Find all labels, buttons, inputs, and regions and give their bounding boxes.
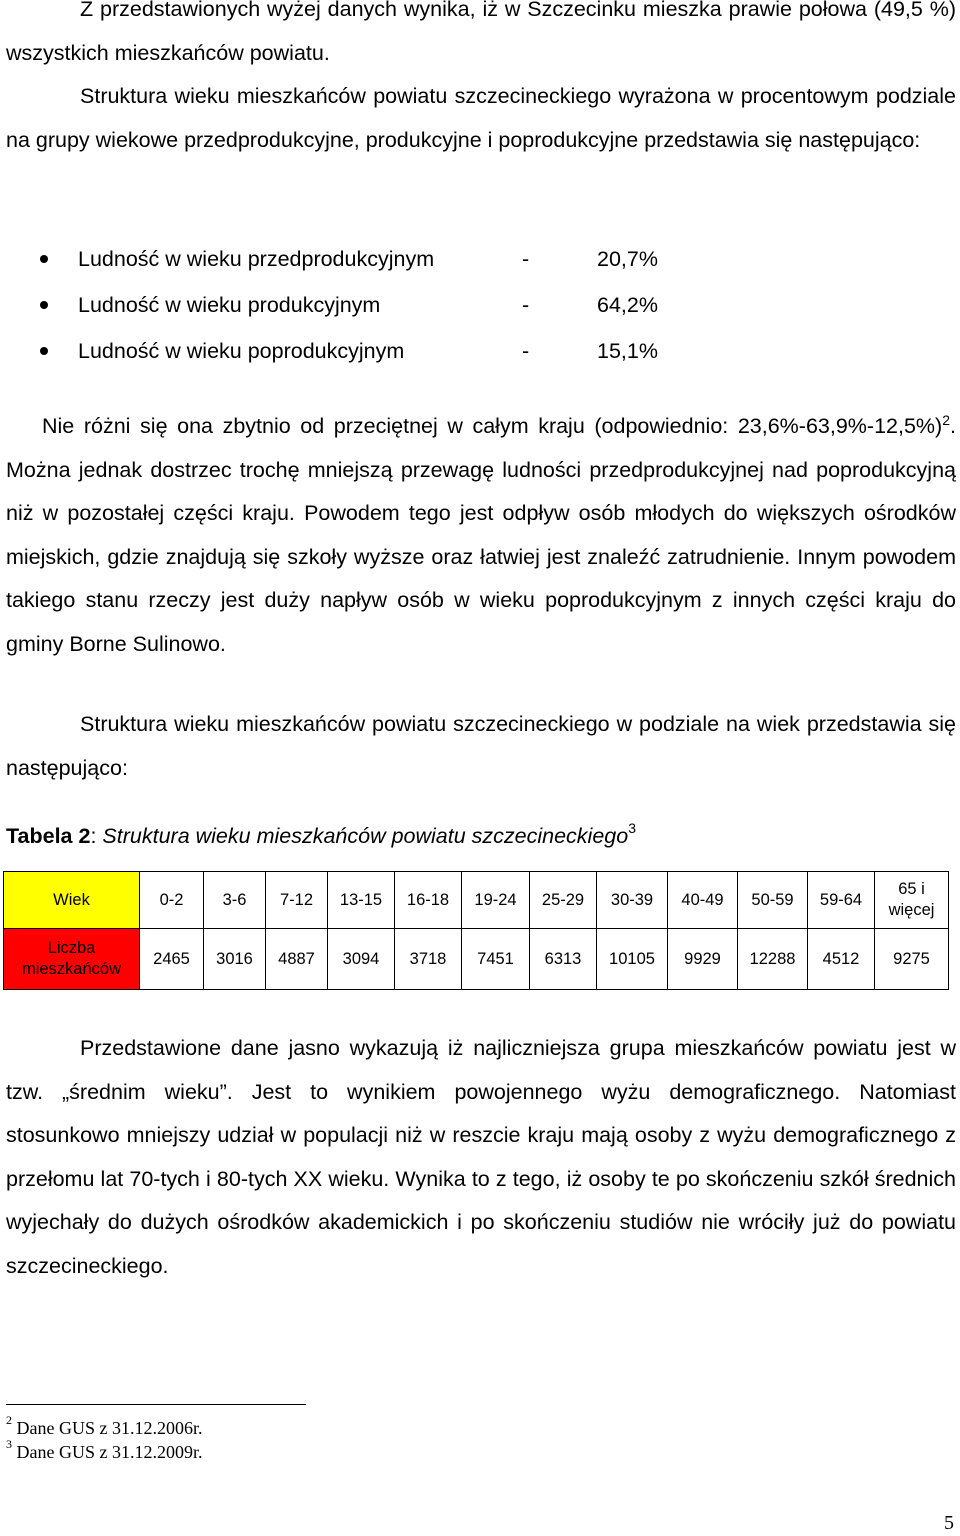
table-cell: 59-64: [808, 872, 875, 929]
bullet-icon: [40, 255, 48, 263]
table-cell: 4887: [266, 929, 328, 990]
list-item-label: Ludność w wieku produkcyjnym: [78, 293, 381, 317]
table-cell: 30-39: [597, 872, 668, 929]
table-cell: 19-24: [462, 872, 530, 929]
list-item-dash: -: [522, 293, 530, 317]
paragraph-intro: Z przedstawionych wyżej danych wynika, iż w Szczecinku mieszka prawie połowa (49,5 %) wszystkich mieszkańców powiatu.: [6, 0, 956, 65]
table-cell: 10105: [597, 929, 668, 990]
footnote-divider: [6, 1404, 306, 1405]
list-item-label: Ludność w wieku przedprodukcyjnym: [78, 247, 435, 271]
comparison-rest: . Można jednak dostrzec trochę mniejszą przewagę ludności przedprodukcyjnej nad poprodukcyjną niż w pozostałej części kraju. Powodem tego jest odpływ osób młodych do większych ośrodków miejskich, gdzie znajdują się szkoły wyższe oraz łatwiej jest znaleźć zatrudnienie. Innym powodem takiego stanu rzeczy jest duży napływ osób w wieku poprodukcyjnym z innych części kraju do gminy Borne Sulinowo.: [6, 414, 956, 656]
table-caption: [6, 822, 636, 849]
paragraph-comparison: [6, 399, 956, 666]
page-number: 5: [944, 1512, 954, 1534]
table-cell: 3094: [328, 929, 395, 990]
table-row-label: Liczba mieszkańców: [4, 929, 140, 990]
footnote-ref: 3: [628, 820, 637, 836]
table-row: [4, 929, 949, 990]
table-cell: 2465: [140, 929, 204, 990]
table-header-label: Wiek: [4, 872, 140, 929]
table-cell: 6313: [530, 929, 597, 990]
table-row: [4, 872, 949, 929]
bullet-icon: [40, 301, 48, 309]
list-item-dash: -: [522, 339, 530, 363]
table-cell: 3-6: [204, 872, 266, 929]
list-item-label: Ludność w wieku poprodukcyjnym: [78, 339, 405, 363]
table-cell: 9929: [668, 929, 738, 990]
table-cell: 3718: [395, 929, 462, 990]
footnote: [6, 1413, 203, 1439]
table-cell: 65 i więcej: [875, 872, 949, 929]
table-cell: 50-59: [738, 872, 808, 929]
list-item-dash: -: [522, 247, 530, 271]
table-cell: 4512: [808, 929, 875, 990]
bullet-icon: [40, 347, 48, 355]
footnote-number: 2: [6, 1413, 12, 1427]
table-cell: 7-12: [266, 872, 328, 929]
footnote-text: Dane GUS z 31.12.2009r.: [16, 1442, 203, 1462]
table-cell: 7451: [462, 929, 530, 990]
comparison-text: Nie różni się ona zbytnio od przeciętnej w całym kraju (odpowiednio: 23,6%-63,9%-12,5%): [42, 414, 943, 439]
table-caption-colon: :: [90, 824, 97, 849]
paragraph-conclusion: Przedstawione dane jasno wykazują iż najliczniejsza grupa mieszkańców powiatu jest w tzw. „średnim wieku”. Jest to wynikiem powojennego wyżu demograficznego. Natomiast stosunkowo mniejszy udział w populacji niż w reszcie kraju mają osoby z wyżu demograficznego z przełomu lat 70-tych i 80-tych XX wieku. Wynika to z tego, iż osoby te po skończeniu szkół średnich wyjechały do dużych ośrodków akademickich i po skończeniu studiów nie wróciły już do powiatu szczecineckiego.: [6, 1036, 956, 1278]
table-caption-title: Struktura wieku mieszkańców powiatu szczecineckiego: [102, 824, 629, 849]
age-structure-table: [3, 871, 949, 990]
footnote: [6, 1437, 203, 1463]
paragraph-structure: Struktura wieku mieszkańców powiatu szczecineckiego wyrażona w procentowym podziale na grupy wiekowe przedprodukcyjne, produkcyjne i poprodukcyjne przedstawia się następująco:: [6, 84, 956, 152]
table-cell: 12288: [738, 929, 808, 990]
table-cell: 25-29: [530, 872, 597, 929]
table-caption-label: Tabela 2: [6, 824, 91, 849]
list-item-value: 15,1%: [597, 339, 658, 363]
table-cell: 16-18: [395, 872, 462, 929]
footnote-ref: 2: [942, 412, 951, 428]
paragraph-structure-2: Struktura wieku mieszkańców powiatu szczecineckiego w podziale na wiek przedstawia się następująco:: [6, 712, 956, 780]
table-cell: 9275: [875, 929, 949, 990]
list-item-value: 64,2%: [597, 293, 658, 317]
table-cell: 0-2: [140, 872, 204, 929]
list-item-value: 20,7%: [597, 247, 658, 271]
footnote-number: 3: [6, 1437, 12, 1451]
table-cell: 13-15: [328, 872, 395, 929]
footnote-text: Dane GUS z 31.12.2006r.: [16, 1418, 203, 1438]
table-cell: 40-49: [668, 872, 738, 929]
table-cell: 3016: [204, 929, 266, 990]
